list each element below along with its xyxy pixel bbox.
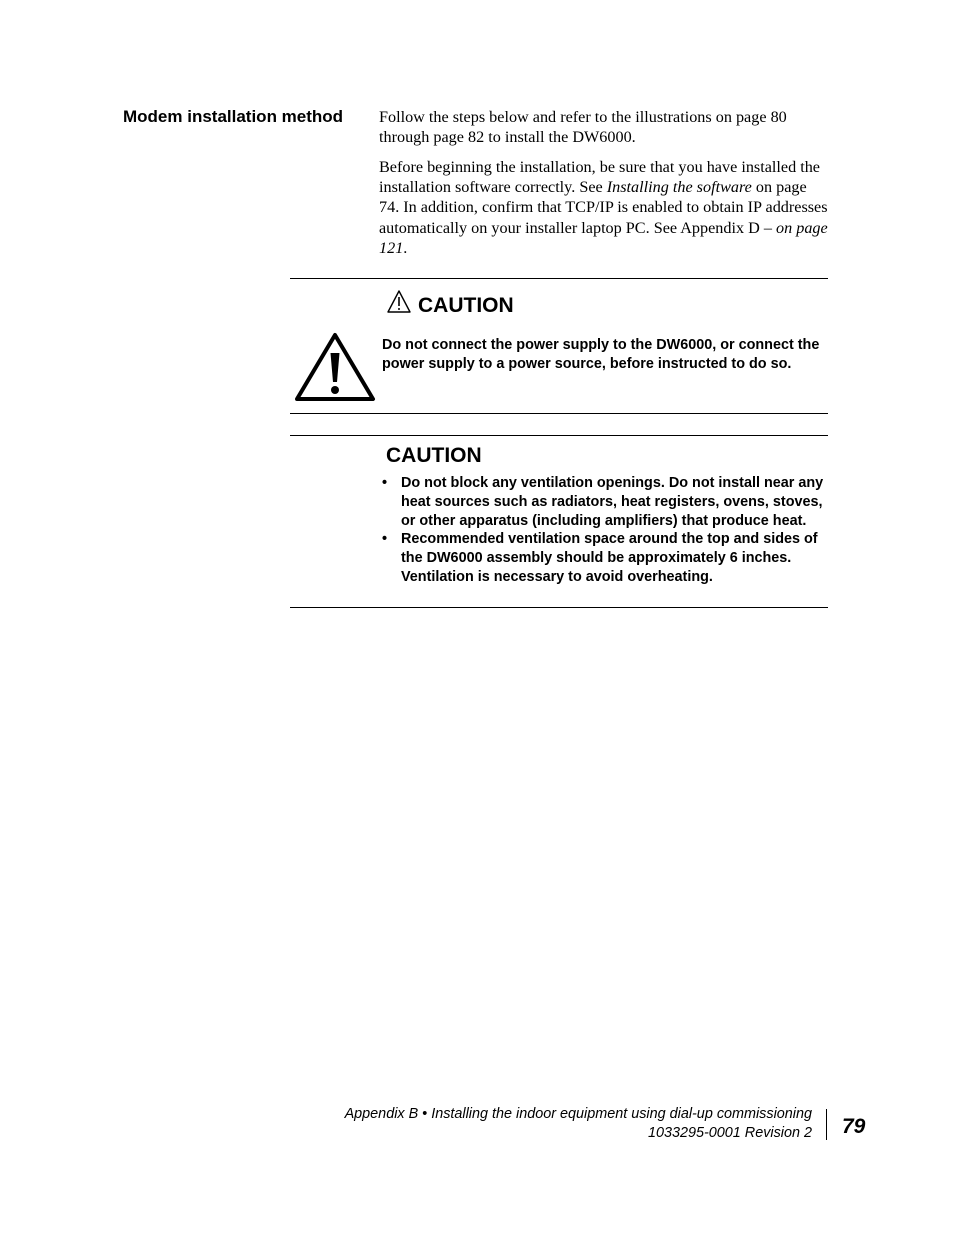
footer-divider bbox=[826, 1109, 827, 1140]
para2-text-start: Before beginning the installation, be sure that you have installed the installation software correctly. See bbox=[379, 158, 820, 197]
caution2-title: CAUTION bbox=[386, 444, 482, 467]
exclamation-triangle-icon bbox=[294, 332, 376, 402]
caution1-text: Do not connect the power supply to the DW6000, or connect the power supply to a power source, before instructed to do so. bbox=[382, 337, 820, 372]
bullet-icon: • bbox=[382, 531, 388, 548]
caution1-title: CAUTION bbox=[418, 294, 514, 317]
list-item bbox=[382, 474, 828, 530]
list-item bbox=[382, 530, 828, 586]
installing-software-reference: Installing the software bbox=[606, 178, 752, 197]
bullet-text: Recommended ventilation space around the top and sides of the DW6000 assembly should be approximately 6 inches. Ventilation is necessary to avoid overheating. bbox=[401, 531, 818, 585]
bullet-icon: • bbox=[382, 475, 388, 491]
caution1-top-rule bbox=[290, 278, 828, 279]
footer-document-revision: 1033295-0001 Revision 2 bbox=[647, 1125, 812, 1141]
para2-text-end: . bbox=[403, 238, 408, 257]
prerequisite-paragraph bbox=[379, 157, 829, 258]
caution1-bottom-rule bbox=[290, 413, 828, 414]
footer-chapter-title: Appendix B • Installing the indoor equipment using dial-up commissioning bbox=[344, 1106, 812, 1122]
warning-triangle-icon bbox=[386, 289, 412, 315]
bullet-text: Do not block any ventilation openings. Do not install near any heat sources such as radiators, heat registers, ovens, stoves, or other apparatus (including amplifiers) that produce heat. bbox=[401, 475, 824, 529]
section-heading: Modem installation method bbox=[123, 107, 344, 126]
caution2-bottom-rule bbox=[290, 607, 828, 608]
page-number: 79 bbox=[842, 1115, 866, 1138]
caution2-bullet-list bbox=[382, 474, 828, 587]
intro-paragraph: Follow the steps below and refer to the illustrations on page 80 through page 82 to install the DW6000. bbox=[379, 108, 787, 147]
page-121-reference: on page 121 bbox=[379, 218, 828, 257]
caution2-top-rule bbox=[290, 435, 828, 436]
para2-text-middle: on page 74. In addition, confirm that TCP/IP is enabled to obtain IP addresses automatically on your installer laptop PC. See Appendix D – bbox=[379, 178, 828, 237]
